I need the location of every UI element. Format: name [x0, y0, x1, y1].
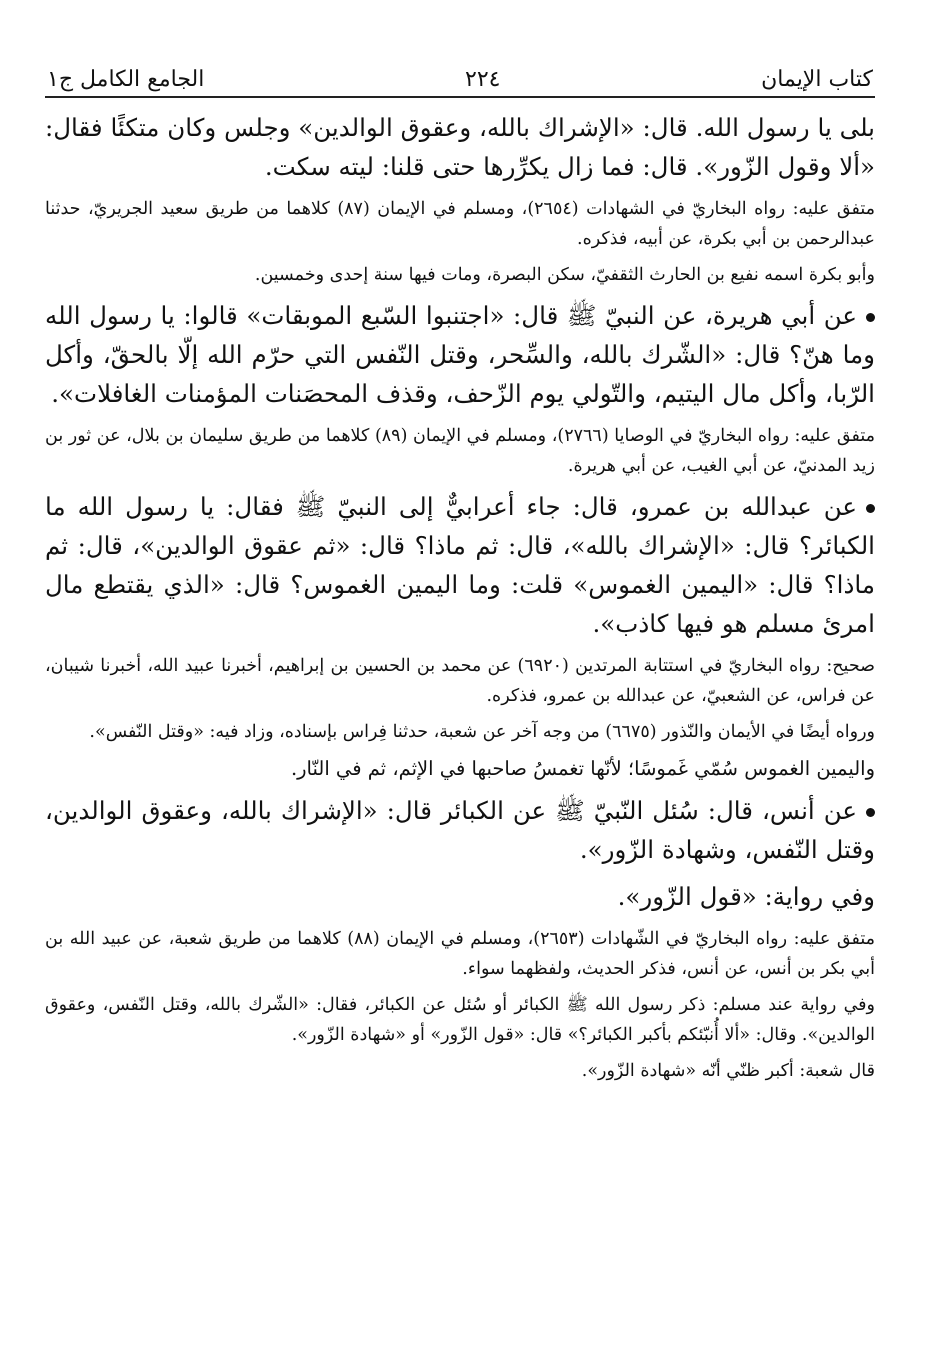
- footnote-paragraph: [45, 990, 875, 1050]
- paragraph-text: واليمين الغموس سُمّي غَموسًا؛ لأنّها تغمسُ صاحبها في الإثم، ثم في النّار.: [290, 757, 875, 780]
- hadith-paragraph: [45, 753, 875, 785]
- footnote-paragraph: [45, 924, 875, 984]
- paragraph-text: بلى يا رسول الله. قال: «الإشراك بالله، وعقوق الوالدين» وجلس وكان متكئًا فقال: «ألا وقول الزّور». قال: فما زال يكرِّرها حتى قلنا: ليته سكت.: [45, 113, 875, 181]
- hadith-paragraph: [45, 877, 875, 916]
- bullet-icon: [866, 313, 875, 322]
- book-title: الجامع الكامل ج١: [47, 67, 205, 92]
- page-header: [45, 48, 875, 98]
- paragraph-text: صحيح: رواه البخاريّ في استتابة المرتدين (٦٩٢٠) عن محمد بن الحسين بن إبراهيم، أخبرنا عبيد الله، أخبرنا شيبان، عن فراس، عن الشعبيّ، عن عبدالله بن عمرو، فذكره.: [45, 656, 875, 706]
- page-body: [45, 108, 875, 1086]
- footnote-paragraph: [45, 1056, 875, 1086]
- paragraph-text: وفي رواية عند مسلم: ذكر رسول الله ﷺ الكبائر أو سُئل عن الكبائر، فقال: «الشّرك بالله، وقتل النّفس، وعقوق الوالدين». وقال: «ألا أُنبّئكم بأكبر الكبائر؟» قال: «قول الزّور» أو «شهادة الزّور».: [45, 995, 875, 1045]
- hadith-paragraph: [45, 487, 875, 643]
- paragraph-text: قال شعبة: أكبر ظنّي أنّه «شهادة الزّور».: [581, 1061, 875, 1081]
- footnote-paragraph: [45, 421, 875, 481]
- paragraph-text: وفي رواية: «قول الزّور».: [617, 882, 875, 911]
- hadith-paragraph: [45, 108, 875, 186]
- bullet-icon: [866, 504, 875, 513]
- paragraph-text: متفق عليه: رواه البخاريّ في الشّهادات (٢٦٥٣)، ومسلم في الإيمان (٨٨) كلاهما من طريق شعبة، عن عبيد الله بن أبي بكر بن أنس، عن أنس، فذكر الحديث، ولفظهما سواء.: [45, 929, 875, 979]
- footnote-paragraph: [45, 260, 875, 290]
- footnote-paragraph: [45, 651, 875, 711]
- paragraph-text: وأبو بكرة اسمه نفيع بن الحارث الثقفيّ، سكن البصرة، ومات فيها سنة إحدى وخمسين.: [254, 265, 875, 285]
- section-title: كتاب الإيمان: [761, 67, 873, 92]
- bullet-icon: [866, 808, 875, 817]
- paragraph-text: ورواه أيضًا في الأيمان والنّذور (٦٦٧٥) من وجه آخر عن شعبة، حدثنا فِراس بإسناده، وزاد فيه: «وقتل النّفس».: [89, 722, 875, 742]
- book-page: [45, 48, 875, 1092]
- footnote-paragraph: [45, 194, 875, 254]
- hadith-paragraph: [45, 296, 875, 413]
- paragraph-text: عن أنس، قال: سُئل النّبيّ ﷺ عن الكبائر قال: «الإشراك بالله، وعقوق الوالدين، وقتل النّفس، وشهادة الزّور».: [45, 796, 875, 864]
- paragraph-text: متفق عليه: رواه البخاريّ في الشهادات (٢٦٥٤)، ومسلم في الإيمان (٨٧) كلاهما من طريق سعيد الجريريّ، حدثنا عبدالرحمن بن أبي بكرة، عن أبيه، فذكره.: [45, 199, 876, 249]
- hadith-paragraph: [45, 791, 875, 869]
- paragraph-text: متفق عليه: رواه البخاريّ في الوصايا (٢٧٦٦)، ومسلم في الإيمان (٨٩) كلاهما من طريق سليمان بن بلال، عن ثور بن زيد المدنيّ، عن أبي الغيب، عن أبي هريرة.: [45, 426, 875, 476]
- paragraph-text: عن أبي هريرة، عن النبيّ ﷺ قال: «اجتنبوا السّبع الموبقات» قالوا: يا رسول الله وما هنّ؟ قال: «الشّرك بالله، والسِّحر، وقتل النّفس التي حرّم الله إلّا بالحقّ، وأكل الرّبا، وأكل مال اليتيم، والتّولي يوم الزّحف، وقذف المحصَنات المؤمنات الغافلات».: [45, 301, 875, 408]
- footnote-paragraph: [45, 717, 875, 747]
- paragraph-text: عن عبدالله بن عمرو، قال: جاء أعرابيٌّ إلى النبيّ ﷺ فقال: يا رسول الله ما الكبائر؟ قال: «الإشراك بالله»، قال: ثم ماذا؟ قال: «ثم عقوق الوالدين»، قال: ثم ماذا؟ قال: «اليمين الغموس» قلت: وما اليمين الغموس؟ قال: «الذي يقتطع مال امرئ مسلم هو فيها كاذب».: [45, 492, 875, 638]
- page-number: ٢٢٤: [465, 67, 501, 92]
